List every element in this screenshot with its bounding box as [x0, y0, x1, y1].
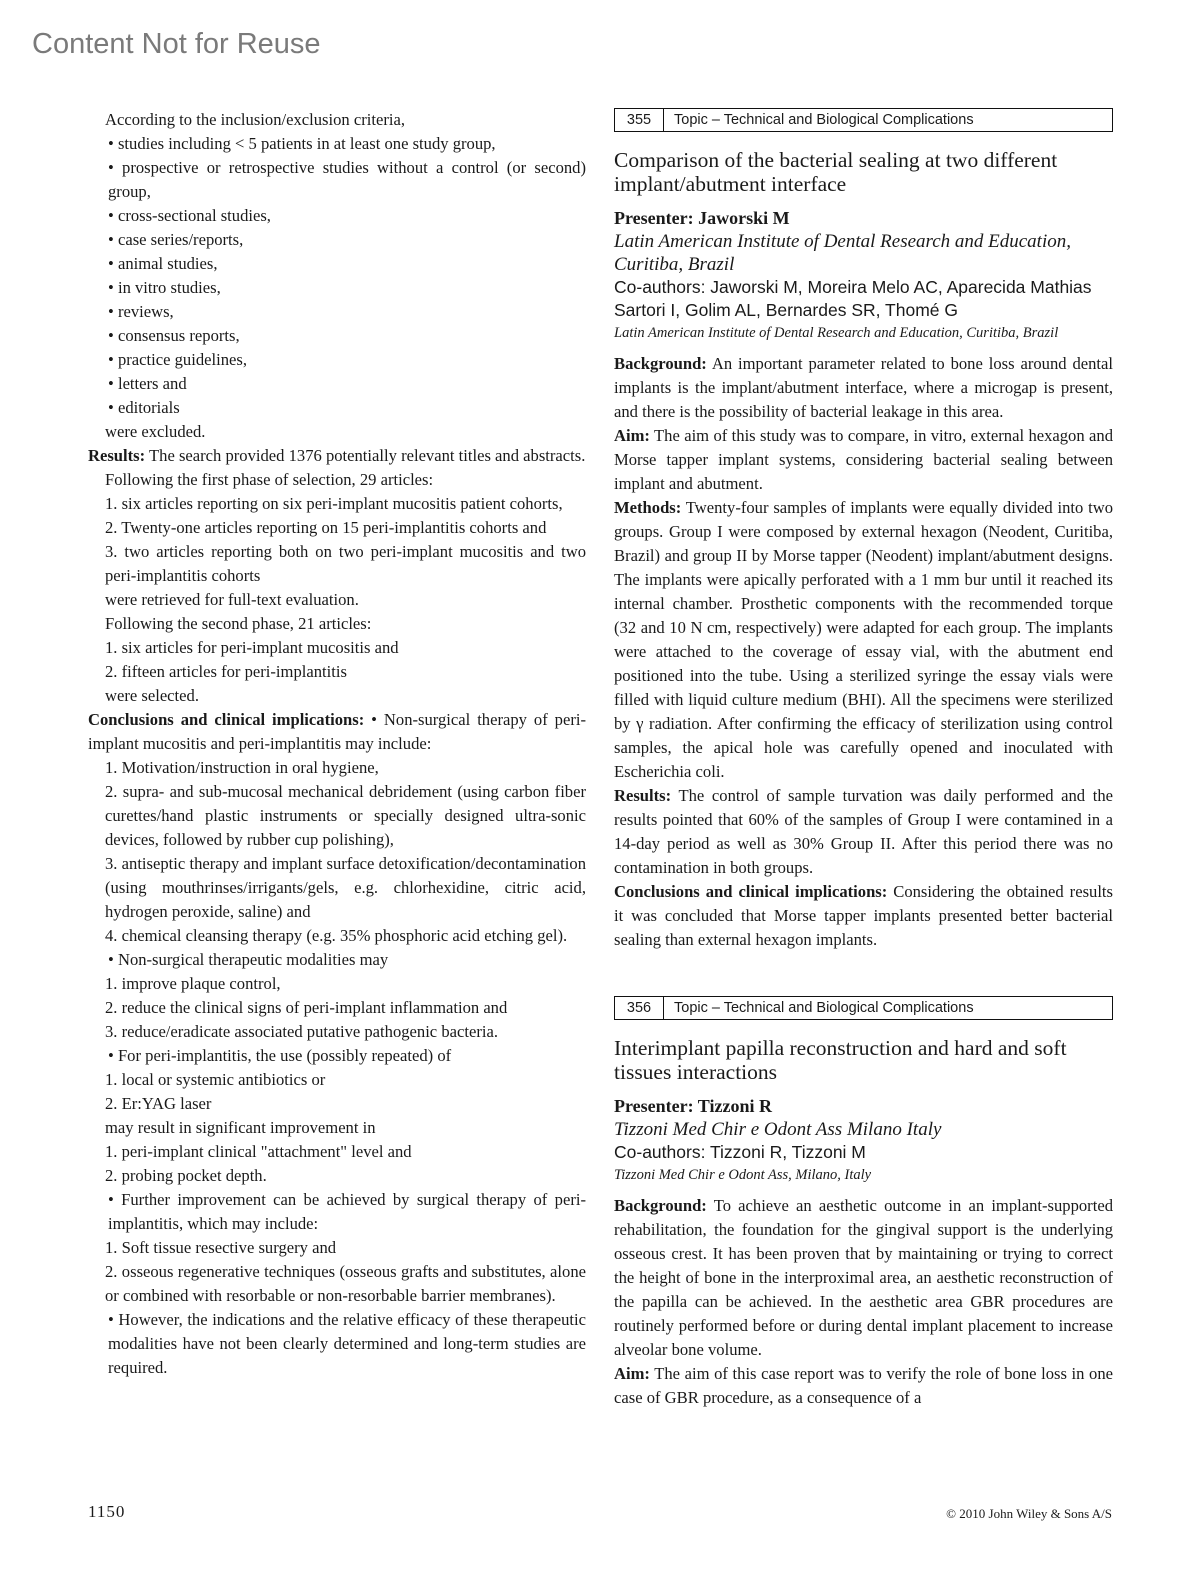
line-text: 1. improve plaque control,	[105, 974, 281, 993]
right-column	[614, 108, 1113, 1410]
line-text: • case series/reports,	[108, 230, 244, 249]
text-line	[88, 1308, 586, 1380]
text-line	[88, 660, 586, 684]
text-line	[88, 204, 586, 228]
line-text: 3. two articles reporting both on two peri-implant mucositis and two peri-implantitis cohorts	[105, 542, 586, 585]
text-line	[88, 156, 586, 204]
line-text: 3. reduce/eradicate associated putative pathogenic bacteria.	[105, 1022, 498, 1041]
text-line	[88, 924, 586, 948]
text-line	[88, 996, 586, 1020]
line-text: 4. chemical cleansing therapy (e.g. 35% phosphoric acid etching gel).	[105, 926, 568, 945]
abstract-title: Comparison of the bacterial sealing at two different implant/abutment interface	[614, 148, 1058, 196]
line-text: 2. Er:YAG laser	[105, 1094, 212, 1113]
text-line	[88, 780, 586, 852]
text-line	[88, 1188, 586, 1236]
section-text: The aim of this case report was to verify the role of bone loss in one case of GBR procedure, as a consequence of a	[614, 1364, 1113, 1407]
line-text: were retrieved for full-text evaluation.	[105, 590, 359, 609]
line-text: • cross-sectional studies,	[108, 206, 271, 225]
section-label: Conclusions and clinical implications:	[88, 710, 365, 729]
text-line	[88, 108, 586, 132]
abstract-number: 356	[615, 997, 664, 1019]
section-label: Background:	[614, 1196, 707, 1215]
line-text: 2. reduce the clinical signs of peri-implant inflammation and	[105, 998, 508, 1017]
abstract-356	[614, 996, 1113, 1410]
text-line	[88, 1260, 586, 1308]
text-line	[88, 252, 586, 276]
text-line	[88, 756, 586, 780]
coauthors: Co-authors: Jaworski M, Moreira Melo AC, Aparecida Mathias Sartori I, Golim AL, Bernardes SR, Thomé G	[614, 277, 1092, 320]
line-text: According to the inclusion/exclusion criteria,	[105, 110, 405, 129]
text-line	[88, 396, 586, 420]
line-text: • Non-surgical therapy of peri-implant mucositis and peri-implantitis may include:	[88, 710, 586, 753]
topic-label: Topic – Technical and Biological Complications	[674, 1000, 974, 1016]
text-line	[88, 540, 586, 588]
text-line	[88, 516, 586, 540]
line-text: 1. six articles reporting on six peri-implant mucositis patient cohorts,	[105, 494, 563, 513]
section-text: Twenty-four samples of implants were equally divided into two groups. Group I were composed by external hexagon (Neodent, Curitiba, Brazil) and group II by Morse tapper (Neodent) implant/abutment designs. The implants were apically perforated with a 1 mm bur until it reached its internal chamber. Prosthetic components with the recommended torque (32 and 10 N cm, respectively) were adapted for each group. The implants were attached to the coverage of essay vial, with the abutment end positioned into the tube. Using a sterilized syringe the essay vials were filled with liquid culture medium (BHI). All the specimens were sterilized by γ radiation. After confirming the efficacy of sterilization using control samples, the apical hole was carefully opened and inoculated with Escherichia coli.	[614, 498, 1113, 781]
text-line	[88, 1164, 586, 1188]
abstract-section	[614, 784, 1113, 880]
line-text: 2. probing pocket depth.	[105, 1166, 267, 1185]
text-line	[88, 1044, 586, 1068]
line-text: Following the second phase, 21 articles:	[105, 614, 372, 633]
text-line	[88, 612, 586, 636]
line-text: Following the first phase of selection, 29 articles:	[105, 470, 434, 489]
line-text: • editorials	[108, 398, 180, 417]
section-label: Methods:	[614, 498, 682, 517]
line-text: • However, the indications and the relative efficacy of these therapeutic modalities have not been clearly determined and long-term studies are required.	[108, 1310, 586, 1377]
text-line	[88, 1020, 586, 1044]
text-line	[88, 324, 586, 348]
text-line	[88, 468, 586, 492]
line-text: • prospective or retrospective studies without a control (or second) group,	[108, 158, 586, 201]
text-line	[88, 276, 586, 300]
abstract-355	[614, 108, 1113, 952]
section-label: Background:	[614, 354, 707, 373]
line-text: • in vitro studies,	[108, 278, 221, 297]
presenter: Presenter: Tizzoni R	[614, 1096, 772, 1116]
section-label: Results:	[614, 786, 672, 805]
text-line	[88, 372, 586, 396]
topic-header-355	[614, 108, 1113, 132]
text-line	[88, 1068, 586, 1092]
line-text: 3. antiseptic therapy and implant surface detoxification/decontamination (using mouthrinses/irrigants/gels, e.g. chlorhexidine, citric acid, hydrogen peroxide, saline) and	[105, 854, 586, 921]
section-text: An important parameter related to bone loss around dental implants is the implant/abutment interface, where a microgap is present, and there is the possibility of bacterial leakage in this area.	[614, 354, 1113, 421]
text-line	[88, 1236, 586, 1260]
section-label: Results:	[88, 446, 146, 465]
presenter-affiliation: Latin American Institute of Dental Research and Education, Curitiba, Brazil	[614, 231, 1071, 275]
line-text: • Non-surgical therapeutic modalities may	[108, 950, 389, 969]
presenter-affiliation: Tizzoni Med Chir e Odont Ass Milano Italy	[614, 1119, 942, 1140]
abstract-section	[614, 496, 1113, 784]
section-text: To achieve an aesthetic outcome in an implant-supported rehabilitation, the foundation for the gingival support is the underlying osseous crest. It has been proven that by maintaining or trying to correct the height of bone in the interproximal area, an aesthetic reconstruction of the papilla can be achieved. In the aesthetic area GBR procedures are routinely performed before or during dental implant placement to increase alveolar bone volume.	[614, 1196, 1113, 1359]
copyright: © 2010 John Wiley & Sons A/S	[946, 1506, 1112, 1521]
abstract-section	[614, 1194, 1113, 1362]
text-line	[88, 588, 586, 612]
line-text: were selected.	[105, 686, 199, 705]
line-text: • letters and	[108, 374, 187, 393]
coauthor-affiliation: Latin American Institute of Dental Research and Education, Curitiba, Brazil	[614, 325, 1059, 341]
line-text: 2. supra- and sub-mucosal mechanical debridement (using carbon fiber curettes/hand plastic instruments or specially designed ultra-sonic devices, followed by rubber cup polishing),	[105, 782, 586, 849]
text-line	[88, 948, 586, 972]
line-text: were excluded.	[105, 422, 206, 441]
text-line	[88, 708, 586, 756]
topic-label: Topic – Technical and Biological Complications	[674, 112, 974, 128]
topic-header-356	[614, 996, 1113, 1020]
text-line	[88, 1116, 586, 1140]
line-text: 1. peri-implant clinical "attachment" level and	[105, 1142, 412, 1161]
text-line	[88, 636, 586, 660]
section-label: Aim:	[614, 426, 650, 445]
line-text: 1. Soft tissue resective surgery and	[105, 1238, 337, 1257]
line-text: 2. fifteen articles for peri-implantitis	[105, 662, 347, 681]
line-text: • animal studies,	[108, 254, 218, 273]
text-line	[88, 1092, 586, 1116]
line-text: • Further improvement can be achieved by surgical therapy of peri-implantitis, which may include:	[108, 1190, 586, 1233]
section-label: Aim:	[614, 1364, 650, 1383]
line-text: • consensus reports,	[108, 326, 240, 345]
coauthor-affiliation: Tizzoni Med Chir e Odont Ass, Milano, Italy	[614, 1167, 872, 1183]
abstract-body	[614, 1194, 1113, 1410]
line-text: • For peri-implantitis, the use (possibly repeated) of	[108, 1046, 452, 1065]
line-text: may result in significant improvement in	[105, 1118, 376, 1137]
abstract-title: Interimplant papilla reconstruction and hard and soft tissues interactions	[614, 1036, 1067, 1084]
line-text: • practice guidelines,	[108, 350, 247, 369]
line-text: 1. Motivation/instruction in oral hygiene,	[105, 758, 379, 777]
abstract-section	[614, 880, 1113, 952]
text-line	[88, 300, 586, 324]
abstract-section	[614, 1362, 1113, 1410]
text-line	[88, 1140, 586, 1164]
text-line	[88, 444, 586, 468]
line-text: The search provided 1376 potentially relevant titles and abstracts.	[145, 446, 586, 465]
text-line	[88, 852, 586, 924]
line-text: 2. Twenty-one articles reporting on 15 peri-implantitis cohorts and	[105, 518, 547, 537]
coauthors: Co-authors: Tizzoni R, Tizzoni M	[614, 1142, 866, 1162]
text-line	[88, 492, 586, 516]
abstract-body	[614, 352, 1113, 952]
text-line	[88, 228, 586, 252]
page-number: 1150	[88, 1502, 126, 1521]
section-text: The control of sample turvation was daily performed and the results pointed that 60% of the samples of Group I were contamined in a 14-day period as well as 30% Group II. After this period there was no contamination in both groups.	[614, 786, 1113, 877]
abstract-number: 355	[615, 109, 664, 131]
presenter: Presenter: Jaworski M	[614, 208, 790, 228]
line-text: 1. six articles for peri-implant mucositis and	[105, 638, 399, 657]
left-column	[88, 108, 586, 1380]
line-text: 1. local or systemic antibiotics or	[105, 1070, 326, 1089]
text-line	[88, 972, 586, 996]
abstract-section	[614, 352, 1113, 424]
text-line	[88, 684, 586, 708]
text-line	[88, 420, 586, 444]
watermark: Content Not for Reuse	[32, 28, 321, 60]
abstract-section	[614, 424, 1113, 496]
text-line	[88, 348, 586, 372]
section-text: Considering the obtained results it was concluded that Morse tapper implants presented better bacterial sealing than external hexagon implants.	[614, 882, 1113, 949]
section-label: Conclusions and clinical implications:	[614, 882, 888, 901]
section-text: The aim of this study was to compare, in vitro, external hexagon and Morse tapper implant systems, considering bacterial sealing between implant and abutment.	[614, 426, 1113, 493]
line-text: 2. osseous regenerative techniques (osseous grafts and substitutes, alone or combined with resorbable or non-resorbable barrier membranes).	[105, 1262, 586, 1305]
line-text: • studies including < 5 patients in at least one study group,	[108, 134, 496, 153]
text-line	[88, 132, 586, 156]
line-text: • reviews,	[108, 302, 174, 321]
